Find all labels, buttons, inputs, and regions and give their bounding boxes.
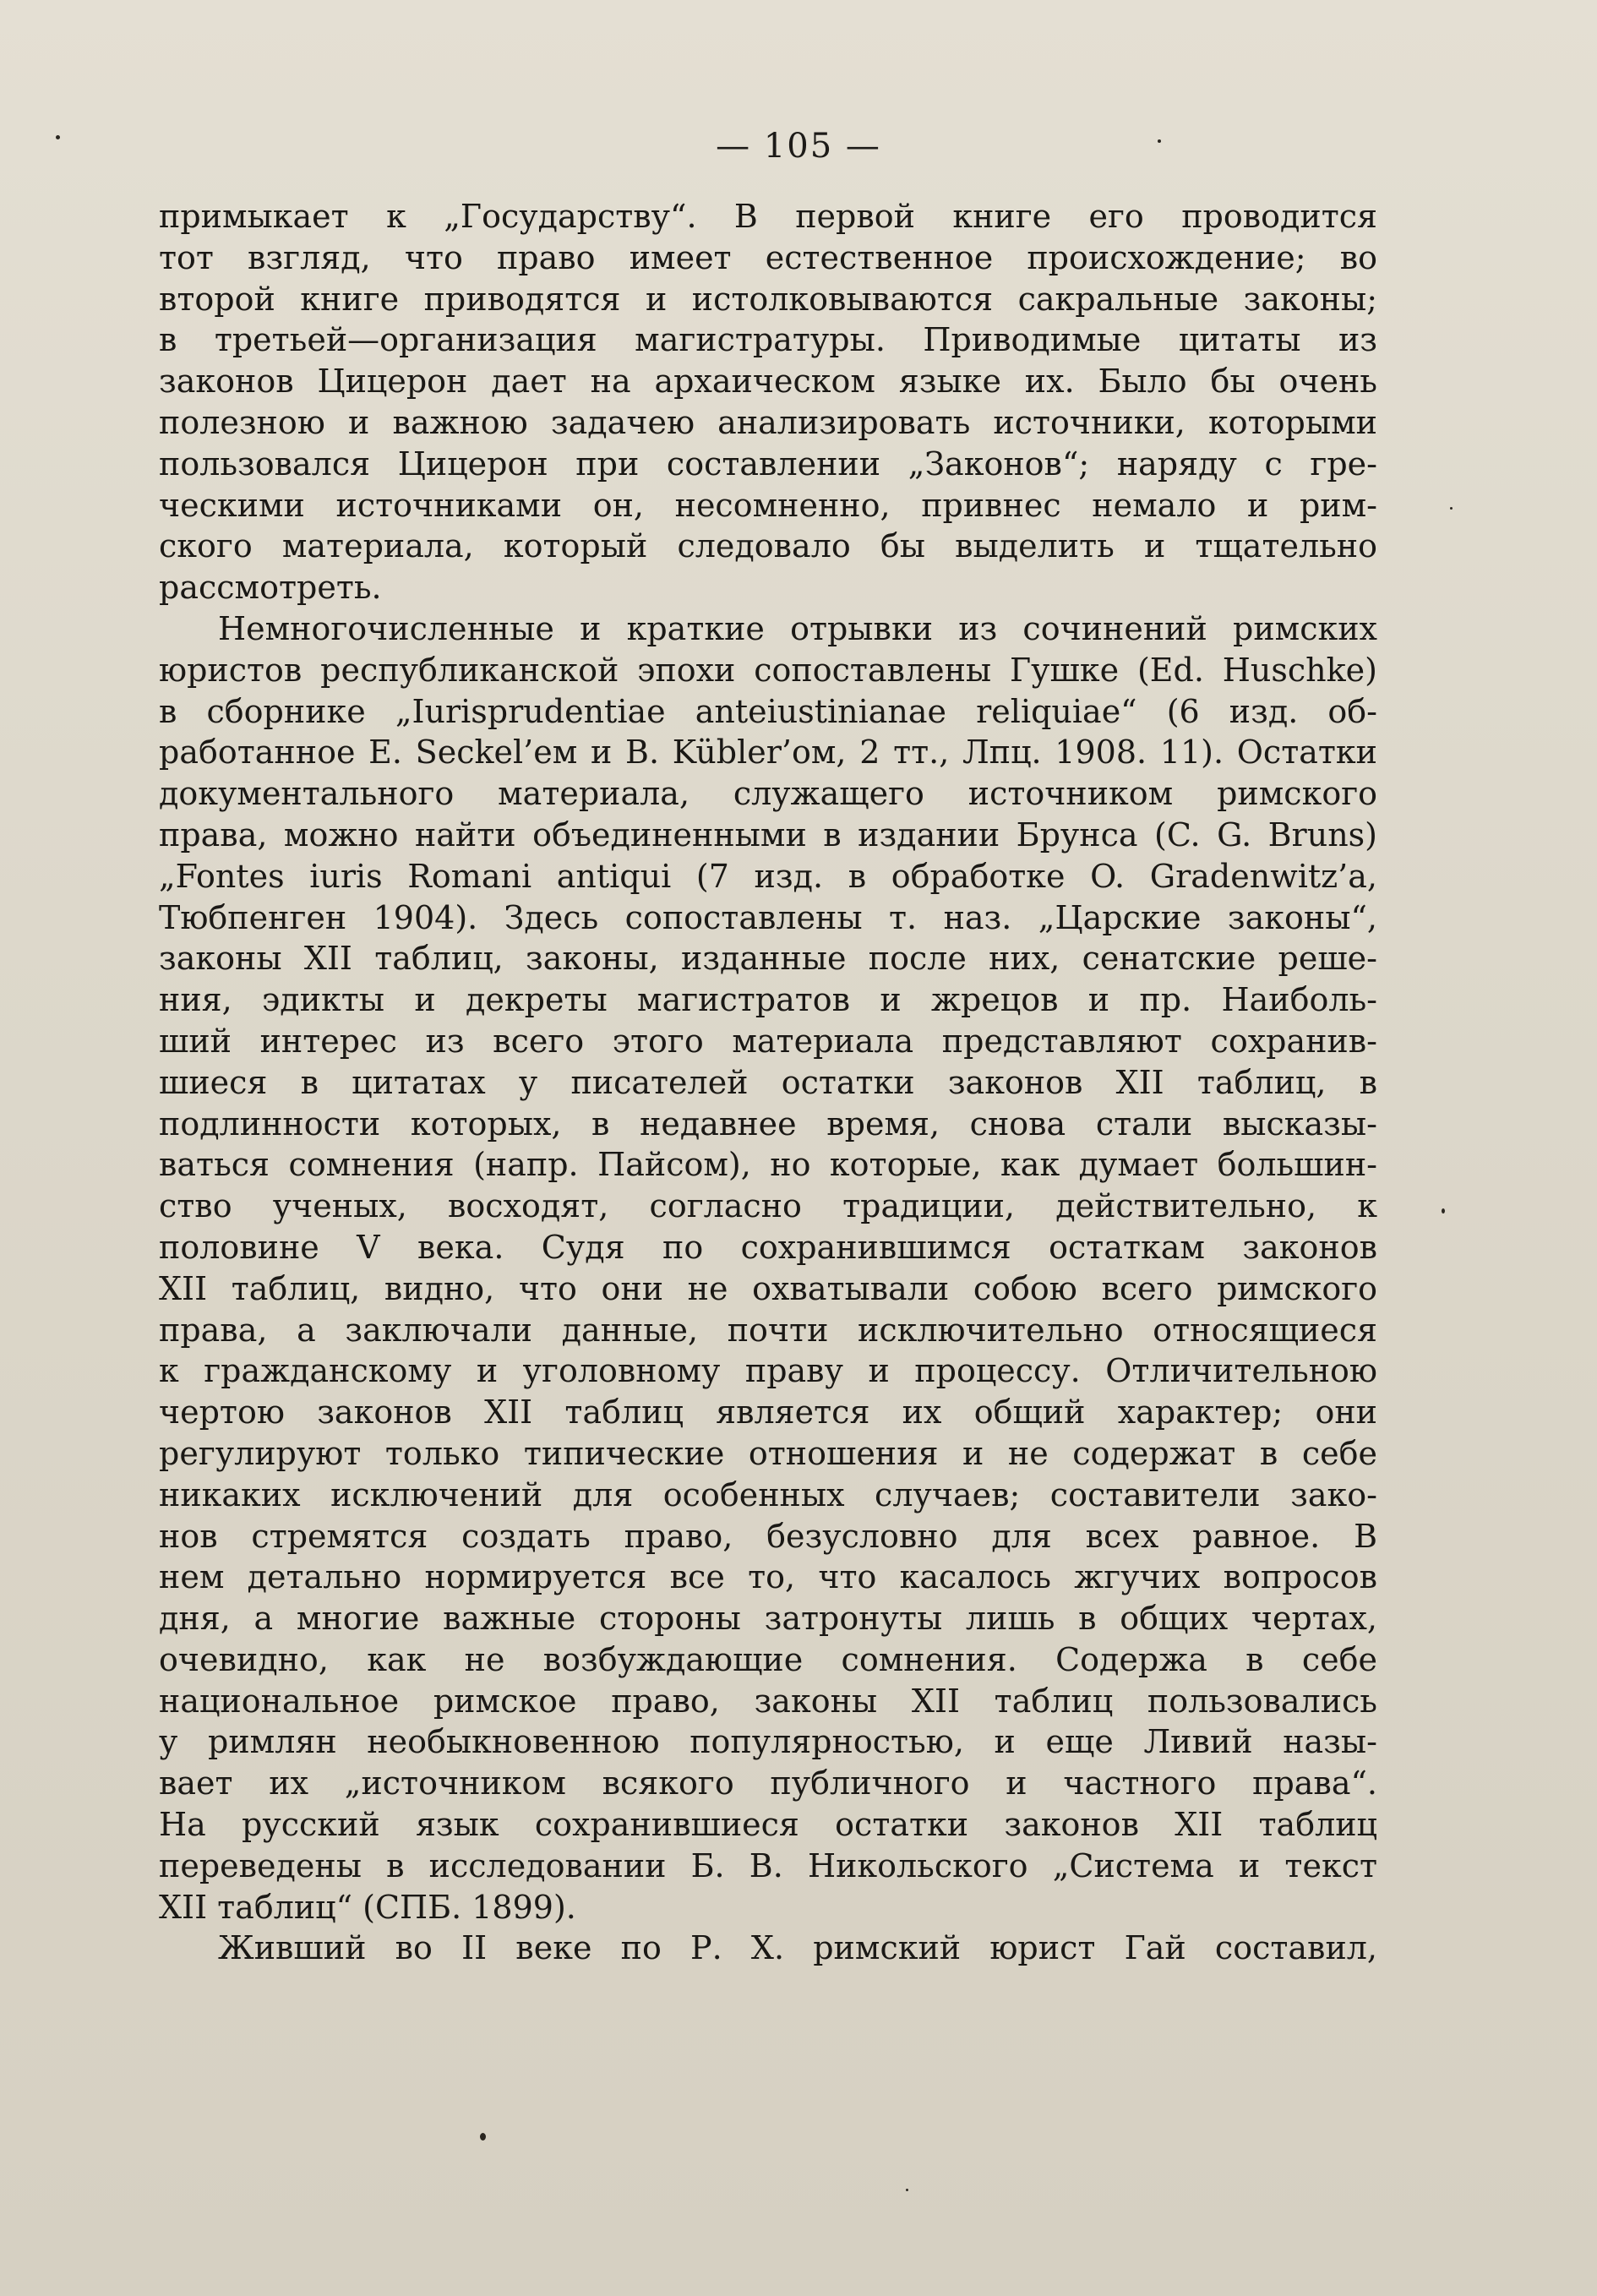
text-line: второй книге приводятся и истолковываются сакральные законы; bbox=[159, 280, 1377, 318]
text-line: регулируют только типические отношения и не содержат в себе bbox=[159, 1434, 1377, 1472]
page-number: — 105 — bbox=[716, 127, 881, 166]
text-line: законы XII таблиц, законы, изданные после них, сенатские реше- bbox=[159, 940, 1377, 978]
text-line: нем детально нормируется все то, что касалось жгучих вопросов bbox=[159, 1558, 1377, 1596]
text-line: тот взгляд, что право имеет естественное происхождение; во bbox=[159, 238, 1377, 276]
text-line: национальное римское право, законы XII таблиц пользовались bbox=[159, 1682, 1377, 1720]
text-line: ство ученых, восходят, согласно традиции, действительно, к bbox=[159, 1187, 1377, 1225]
text-line: законов Цицерон дает на архаическом языке их. Было бы очень bbox=[159, 363, 1377, 401]
text-line: никаких исключений для особенных случаев; составители зако- bbox=[159, 1475, 1377, 1513]
text-line: в третьей—организация магистратуры. Приводимые цитаты из bbox=[159, 321, 1377, 359]
text-line: переведены в исследовании Б. В. Никольского „Система и текст bbox=[159, 1846, 1377, 1884]
text-line: документального материала, служащего источником римского bbox=[159, 775, 1377, 813]
text-line: ческими источниками он, несомненно, привнес немало и рим- bbox=[159, 486, 1377, 524]
paper-speck bbox=[1442, 1208, 1445, 1213]
paper-speck bbox=[480, 2133, 486, 2141]
text-line: работанное E. Seckel’ем и B. Kübler’ом, 2 тт., Лпц. 1908. 11). Остатки bbox=[159, 734, 1377, 772]
text-line: ского материала, который следовало бы выделить и тщательно bbox=[159, 527, 1377, 565]
paragraph bbox=[159, 196, 1377, 608]
text-line: примыкает к „Государству“. В первой книге его проводится bbox=[159, 198, 1377, 235]
paper-speck bbox=[1158, 139, 1161, 143]
text-line: в сборнике „Iurisprudentiae anteiustinianae reliquiae“ (6 изд. об- bbox=[159, 692, 1377, 730]
text-line: полезною и важною задачею анализировать источники, которыми bbox=[159, 403, 1377, 441]
paragraph bbox=[159, 608, 1377, 1928]
text-line: пользовался Цицерон при составлении „Законов“; наряду с гре- bbox=[159, 444, 1377, 483]
text-line: ния, эдикты и декреты магистратов и жрецов и пр. Наиболь- bbox=[159, 981, 1377, 1019]
text-line: к гражданскому и уголовному праву и процессу. Отличительною bbox=[159, 1352, 1377, 1390]
text-line: юристов республиканской эпохи сопоставлены Гушке (Ed. Huschke) bbox=[159, 651, 1377, 689]
text-line: На русский язык сохранившиеся остатки законов XII таблиц bbox=[159, 1806, 1377, 1844]
text-line: очевидно, как не возбуждающие сомнения. Содержа в себе bbox=[159, 1640, 1377, 1678]
text-line: Живший во II веке по Р. Х. римский юрист Гай составил, bbox=[218, 1929, 1377, 1967]
text-line: шиеся в цитатах у писателей остатки законов XII таблиц, в bbox=[159, 1063, 1377, 1101]
paragraph bbox=[159, 1928, 1377, 1969]
paper-speck bbox=[56, 135, 60, 139]
text-line: XII таблиц, видно, что они не охватывали собою всего римского bbox=[159, 1269, 1377, 1307]
text-line: ваться сомнения (напр. Пайсом), но которые, как думает большин- bbox=[159, 1146, 1377, 1184]
text-line: вает их „источником всякого публичного и частного права“. bbox=[159, 1764, 1377, 1802]
text-line: ший интерес из всего этого материала представляют сохранив- bbox=[159, 1022, 1377, 1060]
text-line: права, а заключали данные, почти исключительно относящиеся bbox=[159, 1311, 1377, 1349]
text-line: Тюбпенген 1904). Здесь сопоставлены т. наз. „Царские законы“, bbox=[159, 898, 1377, 936]
paper-speck bbox=[906, 2189, 908, 2191]
text-line: у римлян необыкновенною популярностью, и еще Ливий назы- bbox=[159, 1723, 1377, 1761]
text-line: рассмотреть. bbox=[159, 569, 382, 607]
paper-speck bbox=[1450, 507, 1453, 510]
text-line: подлинности которых, в недавнее время, снова стали высказы- bbox=[159, 1104, 1377, 1143]
text-line: дня, а многие важные стороны затронуты лишь в общих чертах, bbox=[159, 1600, 1377, 1638]
text-line: XII таблиц“ (СПБ. 1899). bbox=[159, 1888, 576, 1926]
body-text bbox=[159, 196, 1377, 1969]
text-line: Немногочисленные и краткие отрывки из сочинений римских bbox=[218, 609, 1377, 647]
text-line: чертою законов XII таблиц является их общий характер; они bbox=[159, 1393, 1377, 1432]
text-line: половине V века. Судя по сохранившимся остаткам законов bbox=[159, 1228, 1377, 1266]
text-line: права, можно найти объединенными в издании Брунса (C. G. Bruns) bbox=[159, 815, 1377, 854]
text-line: „Fontes iuris Romani antiqui (7 изд. в обработке O. Gradenwitz’a, bbox=[159, 857, 1377, 895]
text-line: нов стремятся создать право, безусловно для всех равное. В bbox=[159, 1517, 1377, 1555]
